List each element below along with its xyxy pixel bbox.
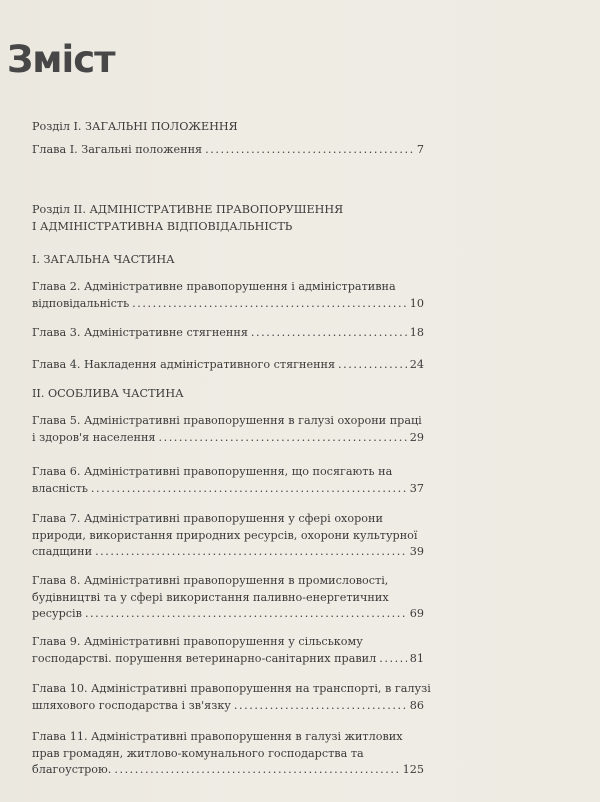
toc-entry-line (32, 590, 424, 607)
toc-entry-text: шляхового господарства і зв'язку (32, 698, 231, 712)
toc-entry-text: Глава 9. Адміністративні правопорушення у сільському (32, 635, 363, 648)
toc-page-number: 39 (409, 545, 424, 558)
toc-entry[interactable] (32, 279, 424, 312)
toc-entry[interactable] (32, 729, 424, 779)
toc-entry[interactable] (32, 142, 424, 159)
toc-entry-line (32, 430, 424, 447)
toc-entry-line (32, 606, 424, 623)
toc-page-number: 69 (409, 607, 424, 620)
toc-entry-text: Глава 4. Накладення адміністративного стягнення (32, 358, 336, 371)
toc-entry-text: Глава 11. Адміністративні правопорушення в галузі житлових (32, 730, 403, 743)
toc-entry-text: прав громадян, житлово-комунального господарства та (32, 746, 364, 760)
toc-entry-text: Глава I. Загальні положення (32, 143, 203, 156)
toc-entry-text: ресурсів (32, 607, 82, 620)
toc-page-number: 125 (402, 763, 424, 776)
toc-entry-text: Глава 5. Адміністративні правопорушення в галузі охорони праці (32, 414, 422, 427)
page-title: Зміст (7, 38, 115, 81)
toc-entry-line (32, 481, 424, 498)
toc-entry-line (32, 142, 424, 159)
dot-leader (205, 142, 414, 159)
toc-entry-text: благоустрою. (32, 763, 112, 776)
toc-entry-text: Глава 2. Адміністративне правопорушення і адміністративна (32, 280, 396, 293)
toc-page-number: 10 (409, 296, 424, 310)
dot-leader (95, 544, 407, 561)
part-heading-special: II. ОСОБЛИВА ЧАСТИНА (32, 387, 184, 400)
toc-entry-text: господарстві. порушення ветеринарно-санітарних правил (32, 651, 377, 665)
toc-entry-text: Глава 10. Адміністративні правопорушення на транспорті, в галузі (32, 682, 431, 695)
toc-page-number: 29 (409, 430, 424, 444)
toc-entry-text: будівництві та у сфері використання паливно-енергетичних (32, 590, 389, 604)
toc-entry-text: природи, використання природних ресурсів, охорони культурної (32, 528, 418, 542)
toc-entry-text: власність (32, 481, 88, 495)
toc-page-number: 37 (409, 481, 424, 495)
toc-entry-line (32, 279, 424, 296)
dot-leader (251, 325, 407, 342)
toc-entry-text: відповідальність (32, 296, 130, 310)
dot-leader (91, 481, 407, 498)
toc-entry-line (32, 762, 424, 779)
toc-page-number: 24 (409, 358, 424, 371)
toc-entry[interactable] (32, 573, 424, 623)
toc-entry-line (32, 746, 424, 763)
toc-entry-line (32, 464, 424, 481)
section-heading-razdil-2: Розділ II. АДМІНІСТРАТИВНЕ ПРАВОПОРУШЕННЯ (32, 203, 344, 216)
toc-entry-line (32, 651, 424, 668)
toc-entry-text: Глава 3. Адміністративне стягнення (32, 326, 248, 339)
toc-entry[interactable] (32, 413, 424, 446)
toc-entry-text: Глава 7. Адміністративні правопорушення у сфері охорони (32, 512, 383, 525)
toc-entry-text: і здоров'я населення (32, 430, 156, 444)
dot-leader (338, 357, 407, 374)
toc-entry[interactable] (32, 681, 431, 714)
toc-entry[interactable] (32, 634, 424, 667)
toc-entry-line (32, 296, 424, 313)
dot-leader (379, 651, 407, 668)
part-heading-general: I. ЗАГАЛЬНА ЧАСТИНА (32, 253, 175, 266)
toc-entry-line (32, 325, 424, 342)
toc-entry-line (32, 528, 424, 545)
toc-entry-line (32, 357, 424, 374)
toc-entry-line (32, 698, 424, 715)
toc-entry[interactable] (32, 357, 424, 374)
section-heading-razdil-1: Розділ I. ЗАГАЛЬНІ ПОЛОЖЕННЯ (32, 120, 238, 133)
toc-page-number: 81 (409, 651, 424, 665)
toc-entry[interactable] (32, 464, 424, 497)
dot-leader (114, 762, 399, 779)
toc-entry-line (32, 729, 424, 746)
dot-leader (158, 430, 406, 447)
toc-entry[interactable] (32, 325, 424, 342)
dot-leader (85, 606, 407, 623)
toc-page-number: 86 (409, 698, 424, 712)
toc-entry-text: спадщини (32, 545, 93, 558)
toc-entry-line (32, 634, 424, 651)
dot-leader (234, 698, 407, 715)
toc-entry-line (32, 573, 424, 590)
dot-leader (132, 296, 407, 313)
toc-entry-line (32, 413, 424, 430)
toc-entry-text: Глава 6. Адміністративні правопорушення, що посягають на (32, 465, 393, 478)
section-heading-razdil-2-cont: І АДМІНІСТРАТИВНА ВІДПОВІДАЛЬНІСТЬ (32, 220, 293, 233)
toc-page-number: 18 (409, 326, 424, 339)
toc-entry-line (32, 511, 424, 528)
toc-page-number: 7 (416, 143, 424, 156)
toc-entry-line (32, 544, 424, 561)
toc-entry[interactable] (32, 511, 424, 561)
toc-entry-text: Глава 8. Адміністративні правопорушення в промисловості, (32, 574, 389, 587)
toc-entry-line (32, 681, 431, 698)
